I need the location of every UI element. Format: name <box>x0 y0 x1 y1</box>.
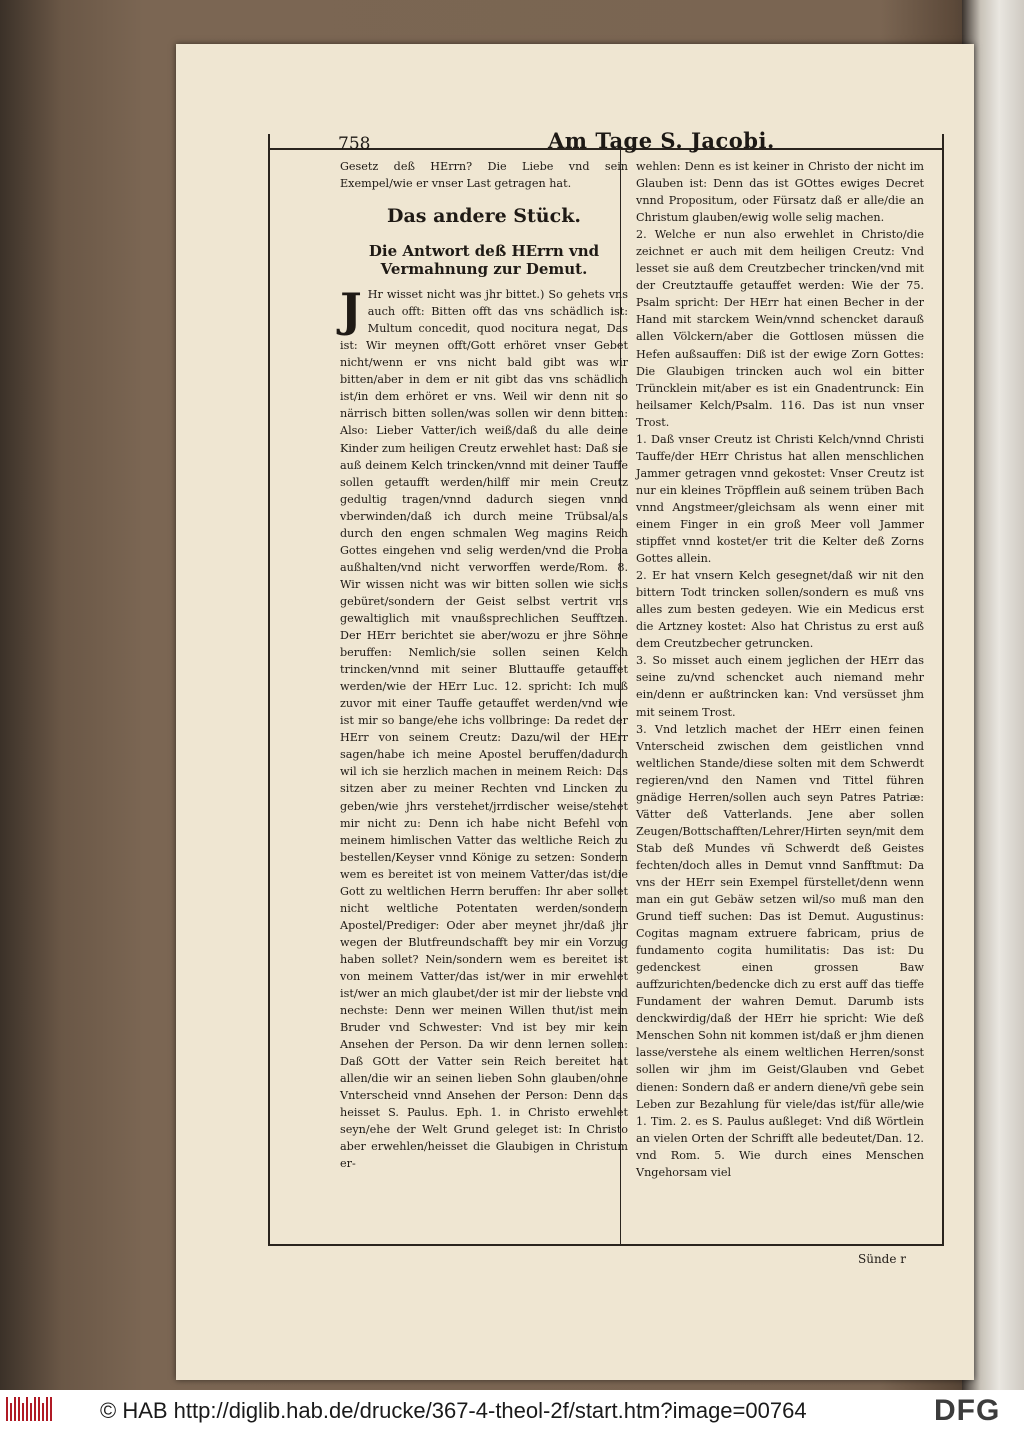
right-paragraph: 3. So misset auch einem jeglichen der HErr das seine zu/vnd schencket auch niemand mehr ein/denn er außtrincken kan: Vnd versüsset jhm mit seinem Trost. <box>636 654 924 719</box>
left-body-text: Hr wisset nicht was jhr bittet.) So gehets vns auch offt: Bitten offt das vns schädlich ist: Multum concedit, quod nocitura negat, Das ist: Wir meynen offt/Gott erhöret vnser Gebet nicht/wenn er vns nicht bald gibt was wir bitten/aber in dem er nit gibt das vns schädlich ist/in dem erhöret er vns. Weil wir denn nit so närrisch bitten sollen/was sollen wir denn bitten: Also: Lieber Vatter/ich weiß/daß du alle deine Kinder zum heiligen Creutz erwehlet hast: Daß sie auß deinem Kelch trincken/vnnd mit deiner Tauffe sollen getaufft werden/hilff mir mein Creutz gedultig tragen/vnnd dadurch siegen vnnd vberwinden/daß ich durch meine Trübsal/als durch den engen schmalen Weg magins Reich Gottes eingehen vnd selig werden/vnd die Proba außhalten/vnd nicht verworffen werde/Rom. 8. Wir wissen nicht was wir bitten sollen wie sichs gebüret/sondern der Geist selbst vertrit vns gewaltiglich mit vnaußsprechlichen Seufftzen. Der HErr berichtet sie aber/wozu er jhre Söhne beruffen: Nemlich/sie sollen seinen Kelch trincken/vnnd mit seiner Bluttauffe getauffet werden/wie der HErr Luc. 12. spricht: Ich muß zuvor mit einer Tauffe getauffet werden/vnd wie ist mir so bange/ehe ichs vollbringe: Da redet der HErr von seinem Creutz: Dazu/wil der HErr sagen/habe ich meine Apostel beruffen/dadurch wil ich sie herzlich machen in meinem Reich: Das sitzen aber zu meiner Rechten vnd Lincken zu geben/wie jhrs verstehet/jrrdischer weise/stehet mir nicht zu: Denn ich habe nicht Befehl von meinem himlischen Vatter das weltliche Reich zu bestellen/Keyser vnnd Könige zu setzen: Sondern wem es bereitet ist von meinem Vatter/das ist/die Gott zu weltlichen Herrn beruffen: Ihr aber sollet nicht weltliche Potentaten werden/sondern Apostel/Prediger: Oder aber meynet jhr/daß jhr wegen der Blutfreundschafft bey mir ein Vorzug haben sollet? Nein/sondern wem es bereitet ist von meinem Vatter/das ist/wer in mir erwehlet ist/wer an mich glaubet/der ist mir der liebste vnd nechste: Denn wer meinen Willen thut/ist mein Bruder vnd Schwester: Vnd ist bey mir kein Ansehen der Person. Da wir denn lernen sollen: Daß GOtt der Vatter sein Reich bereitet hat allen/die wir an seinen lieben Sohn glauben/ohne Vnterscheid vnnd Ansehen der Person: Denn das heisset S. Paulus. Eph. 1. in Christo erwehlet seyn/ehe der Welt Grund geleget ist: In Christo aber erwehlen/heisset die Glaubigen in Christum er- <box>340 288 628 1171</box>
section-subheading: Die Antwort deß HErrn vnd Vermahnung zur Demut. <box>368 242 600 279</box>
frame-rule-bottom <box>268 1244 944 1246</box>
right-paragraph: 3. Vnd letzlich machet der HErr einen feinen Vnterscheid zwischen dem geistlichen vnnd weltlichen Stande/diese solten mit dem Schwerdt regieren/vnd den Namen vnd Tittel führen gnädige Herren/sollen auch seyn Patres Patriæ: Vätter deß Vatterlands. Jene aber sollen Zeugen/Bottschafften/Lehrer/Hirten seyn/mit dem Stab deß Mundes vñ Schwerdt deß Geistes fechten/doch alles in Demut vnnd Sanfftmut: Da vns der HErr sein Exempel fürstellet/denn wenn man ein gut Gebäw setzen wil/so muß man den Grund tieff suchen: Das ist Demut. Augustinus: Cogitas magnam extruere fabricam, prius de fundamento cogita humilitatis: Das ist: Du gedenckest einen grossen Baw auffzurichten/bedencke dich zu erst auff das tieffe Fundament der wahren Demut. Darumb ists denckwirdig/daß der HErr hie spricht: Wie deß Menschen Sohn nit kommen ist/daß er jhm dienen lasse/verstehe als einem weltlichen Herren/sonst sollen wir jhm im Geist/Glauben vnd Gebet dienen: Sondern daß er andern diene/vñ gebe sein Leben zur Bezahlung für viele/das ist/für alle/wie 1. Tim. 2. es S. Paulus außleget: Vnd diß Wörtlein an vielen Orten der Schrifft alle bedeutet/Dan. 12. vnd Rom. 5. Wie durch eines Menschen Vngehorsam viel <box>636 722 924 1179</box>
right-paragraph: wehlen: Denn es ist keiner in Christo der nicht im Glauben ist: Denn das ist GOttes ewiges Decret vnnd Propositum, oder Fürsatz daß er alle/die an Christum glauben/ewig wolle selig machen. <box>636 160 924 225</box>
dfg-logo: DFG <box>934 1394 1001 1427</box>
page-number: 758 <box>338 134 371 154</box>
section-heading: Das andere Stück. <box>387 205 581 228</box>
copyright-url-text: © HAB http://diglib.hab.de/drucke/367-4-theol-2f/start.htm?image=00764 <box>100 1398 807 1423</box>
frame-rule-right <box>942 134 944 1246</box>
left-column <box>340 158 628 1173</box>
right-paragraph: 2. Er hat vnsern Kelch gesegnet/daß wir nit den bittern Todt trincken sollen/sondern es muß vns alles zum besten gedeyen. Wie ein Medicus erst die Artzney kostet: Also hat Christus zu erst auß dem Creutzbecher getruncken. <box>636 569 924 651</box>
running-head: Am Tage S. Jacobi. <box>548 128 775 153</box>
left-body <box>340 283 628 1172</box>
viewer-footer <box>0 1390 1024 1429</box>
intro-lines: Gesetz deß HErrn? Die Liebe vnd sein Exempel/wie er vnser Last getragen hat. <box>340 160 628 191</box>
right-paragraph: 2. Welche er nun also erwehlet in Christo/die zeichnet er auch mit dem heiligen Creutz: Vnd lesset sie auß dem Creutzbecher trincken/vnd mit der Creutztauffe getauffet werden: Wie der 75. Psalm spricht: Der HErr hat einen Becher in der Hand mit starckem Wein/vnnd schencket darauß allen Völckern/aber die Gottlosen müssen die Hefen außsauffen: Diß ist der ewige Zorn Gottes: Die Glaubigen trincken auch wol ein bitter Trüncklein mit/aber es ist ein Gnadentrunck: Ein heilsamer Kelch/Psalm. 116. Das ist nun vnser Trost. <box>636 228 924 429</box>
barcode-icon <box>6 1397 52 1421</box>
right-paragraph: 1. Daß vnser Creutz ist Christi Kelch/vnnd Christi Tauffe/der HErr Christus hat allen menschlichen Jammer getragen vnnd gekostet: Vnser Creutz ist nur ein kleines Tröpfflein auß seinem trüben Bach vnnd Angstmeer/gleichsam als wenn einer mit einem Finger in ein groß Meer voll Jammer stipffet vnnd kostet/er trit die Kelter deß Zorns Gottes allein. <box>636 432 924 566</box>
catchword: Sünde r <box>858 1252 907 1266</box>
right-column <box>636 158 924 1181</box>
drop-initial: J <box>340 283 362 338</box>
frame-rule-left <box>268 134 270 1246</box>
